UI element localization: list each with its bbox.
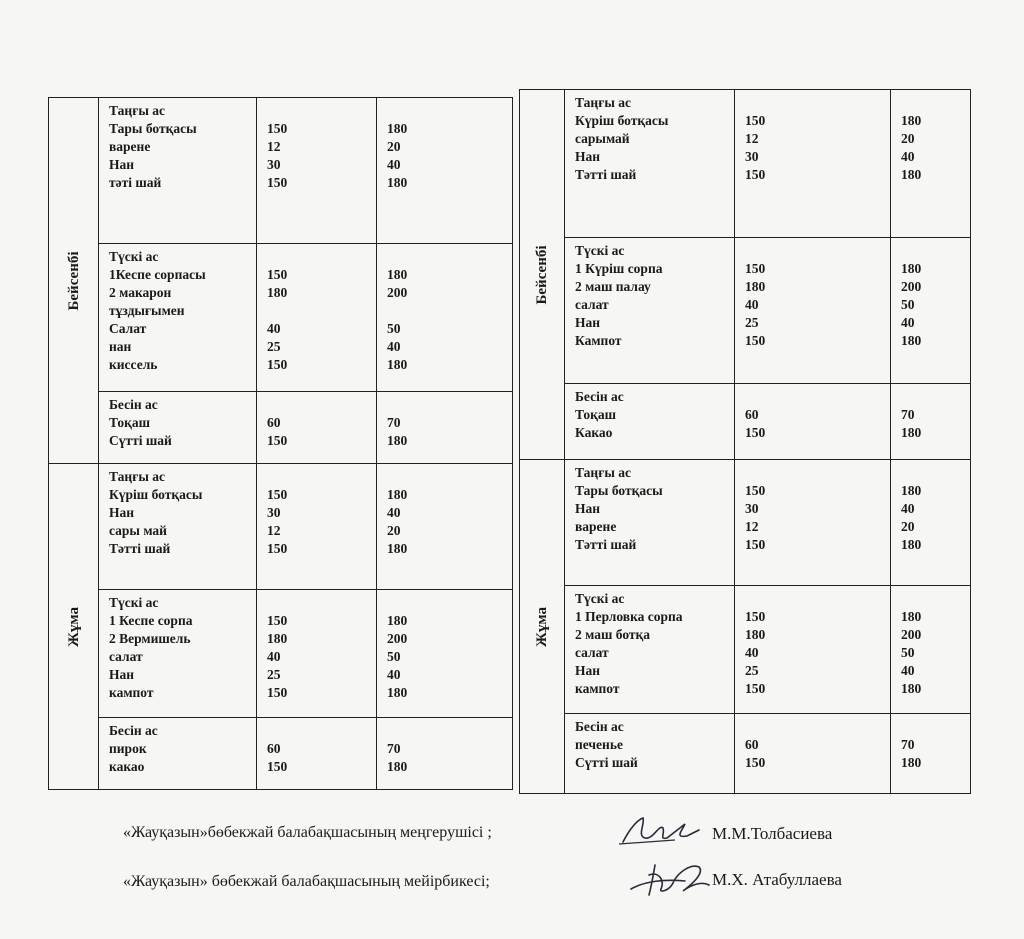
dish-name: Какао xyxy=(575,425,613,440)
portion-small xyxy=(267,722,370,740)
portion-large: 180 xyxy=(387,759,408,774)
portion-small: 150 xyxy=(745,681,766,696)
portion-large-cell xyxy=(891,460,971,586)
portion-large xyxy=(901,94,964,112)
dish-name: пирок xyxy=(109,741,147,756)
portion-small: 25 xyxy=(267,667,281,682)
portion-small: 150 xyxy=(745,537,766,552)
portion-large-cell xyxy=(377,98,513,244)
portion-large: 50 xyxy=(901,297,915,312)
portion-small-cell xyxy=(257,244,377,392)
portion-large xyxy=(387,722,506,740)
portion-large: 180 xyxy=(387,267,408,282)
portion-small: 180 xyxy=(267,631,288,646)
dish-name: 2 маш ботқа xyxy=(575,627,651,642)
portion-small: 40 xyxy=(267,649,281,664)
dish-name: Бесін ас xyxy=(109,723,158,738)
dish-names-cell xyxy=(565,90,735,238)
portion-large-cell xyxy=(377,244,513,392)
dish-name: сары май xyxy=(109,523,167,538)
portion-large: 20 xyxy=(387,523,401,538)
portion-large-cell xyxy=(891,238,971,384)
portion-large-cell xyxy=(891,714,971,794)
portion-small: 30 xyxy=(267,505,281,520)
dish-name: салат xyxy=(575,645,609,660)
portion-large: 20 xyxy=(387,139,401,154)
portion-large: 180 xyxy=(901,113,922,128)
portion-large-cell xyxy=(377,464,513,590)
portion-large: 180 xyxy=(387,175,408,190)
portion-large xyxy=(901,718,964,736)
dish-name: Нан xyxy=(575,663,601,678)
left-menu-table xyxy=(48,97,513,790)
portion-small: 25 xyxy=(745,315,759,330)
portion-small: 150 xyxy=(745,483,766,498)
portion-small: 60 xyxy=(745,737,759,752)
dish-name: Таңғы ас xyxy=(575,465,631,480)
dish-name: 1Кеспе сорпасы xyxy=(109,267,206,282)
dish-name: какао xyxy=(109,759,145,774)
portion-large: 200 xyxy=(387,285,408,300)
nurse-signature xyxy=(625,855,715,905)
portion-large: 180 xyxy=(901,537,922,552)
portion-large: 40 xyxy=(387,667,401,682)
portion-large: 20 xyxy=(901,519,915,534)
meal-row xyxy=(49,718,513,790)
portion-small: 60 xyxy=(745,407,759,422)
portion-small xyxy=(267,302,370,320)
dish-name: Бесін ас xyxy=(575,719,624,734)
portion-large: 40 xyxy=(387,505,401,520)
portion-small: 150 xyxy=(745,425,766,440)
portion-large xyxy=(901,464,964,482)
portion-small: 60 xyxy=(267,415,281,430)
portion-small: 25 xyxy=(745,663,759,678)
dish-name: нан xyxy=(109,339,132,354)
dish-name: Тары ботқасы xyxy=(109,121,197,136)
portion-large: 40 xyxy=(901,315,915,330)
portion-small: 30 xyxy=(745,501,759,516)
day-label: Бейсенбі xyxy=(534,244,550,305)
portion-large: 180 xyxy=(387,433,408,448)
day-cell xyxy=(49,464,99,790)
portion-small: 180 xyxy=(745,279,766,294)
dish-name: Тоқаш xyxy=(575,407,617,422)
dish-name: Түскі ас xyxy=(575,243,625,258)
portion-large-cell xyxy=(891,586,971,714)
meal-row xyxy=(520,714,971,794)
portion-small: 150 xyxy=(267,541,288,556)
portion-small xyxy=(267,102,370,120)
dish-name: Нан xyxy=(109,505,135,520)
portion-small xyxy=(745,590,884,608)
portion-small: 150 xyxy=(267,685,288,700)
portion-small xyxy=(745,94,884,112)
portion-large-cell xyxy=(891,90,971,238)
dish-name: 2 маш палау xyxy=(575,279,651,294)
dish-name: варене xyxy=(575,519,617,534)
dish-name: Түскі ас xyxy=(109,595,159,610)
portion-small-cell xyxy=(735,714,891,794)
portion-large: 180 xyxy=(387,487,408,502)
footer-line-nurse: «Жауқазын» бөбекжай балабақшасының мейірбикесі; xyxy=(123,873,490,890)
dish-names-cell xyxy=(565,238,735,384)
dish-names-cell xyxy=(565,714,735,794)
dish-name: 1 Перловка сорпа xyxy=(575,609,683,624)
portion-large: 40 xyxy=(901,149,915,164)
portion-large: 40 xyxy=(387,339,401,354)
meal-row xyxy=(49,244,513,392)
portion-small: 12 xyxy=(267,523,281,538)
portion-small: 40 xyxy=(745,645,759,660)
portion-small-cell xyxy=(735,586,891,714)
dish-names-cell xyxy=(565,460,735,586)
portion-small: 150 xyxy=(745,261,766,276)
portion-large-cell xyxy=(377,590,513,718)
portion-large xyxy=(387,248,506,266)
dish-name: Салат xyxy=(109,321,147,336)
portion-small: 180 xyxy=(745,627,766,642)
portion-large: 180 xyxy=(901,167,922,182)
portion-large xyxy=(387,468,506,486)
portion-small xyxy=(267,248,370,266)
portion-large xyxy=(901,242,964,260)
portion-large-cell xyxy=(891,384,971,460)
portion-small-cell xyxy=(735,384,891,460)
portion-large: 180 xyxy=(901,333,922,348)
portion-large xyxy=(387,396,506,414)
portion-small: 150 xyxy=(745,755,766,770)
portion-large: 180 xyxy=(901,483,922,498)
portion-small xyxy=(745,718,884,736)
portion-large: 180 xyxy=(901,755,922,770)
dish-name: Кампот xyxy=(575,333,622,348)
portion-large: 180 xyxy=(901,425,922,440)
meal-row xyxy=(49,464,513,590)
portion-large xyxy=(387,302,506,320)
portion-large: 40 xyxy=(901,663,915,678)
portion-small: 12 xyxy=(745,131,759,146)
portion-small: 40 xyxy=(267,321,281,336)
meal-row xyxy=(49,392,513,464)
meal-row xyxy=(520,460,971,586)
dish-names-cell xyxy=(565,384,735,460)
meal-row xyxy=(520,238,971,384)
dish-name: тәті шай xyxy=(109,175,162,190)
portion-small: 180 xyxy=(267,285,288,300)
portion-small xyxy=(745,242,884,260)
portion-small-cell xyxy=(735,238,891,384)
portion-small xyxy=(745,388,884,406)
portion-small-cell xyxy=(735,460,891,586)
dish-name: Таңғы ас xyxy=(109,469,165,484)
portion-small: 150 xyxy=(267,759,288,774)
right-menu-table xyxy=(519,89,971,794)
portion-small-cell xyxy=(735,90,891,238)
dish-name: Тоқаш xyxy=(109,415,151,430)
portion-large xyxy=(387,102,506,120)
portion-large xyxy=(901,388,964,406)
dish-name: 2 Вермишель xyxy=(109,631,191,646)
dish-name: Тәтті шай xyxy=(575,537,637,552)
portion-large: 70 xyxy=(387,741,401,756)
portion-large: 180 xyxy=(901,609,922,624)
portion-small: 12 xyxy=(745,519,759,534)
portion-large: 50 xyxy=(387,321,401,336)
dish-names-cell xyxy=(99,590,257,718)
portion-large: 180 xyxy=(387,613,408,628)
portion-large-cell xyxy=(377,392,513,464)
portion-small xyxy=(745,464,884,482)
dish-name: 2 макарон xyxy=(109,285,172,300)
portion-large xyxy=(901,590,964,608)
portion-small: 150 xyxy=(745,609,766,624)
dish-name: Бесін ас xyxy=(109,397,158,412)
portion-small-cell xyxy=(257,464,377,590)
portion-large xyxy=(387,594,506,612)
dish-name: Нан xyxy=(575,315,601,330)
dish-name: Таңғы ас xyxy=(109,103,165,118)
footer-line-head: «Жауқазын»бөбекжай балабақшасының меңгерушісі ; xyxy=(123,824,492,841)
dish-names-cell xyxy=(99,464,257,590)
portion-large-cell xyxy=(377,718,513,790)
dish-name: Нан xyxy=(575,501,601,516)
portion-small: 150 xyxy=(267,433,288,448)
meal-row xyxy=(520,90,971,238)
portion-large: 200 xyxy=(387,631,408,646)
portion-small: 60 xyxy=(267,741,281,756)
dish-name: Түскі ас xyxy=(575,591,625,606)
day-cell xyxy=(520,460,565,794)
dish-name: Нан xyxy=(575,149,601,164)
portion-large: 180 xyxy=(387,357,408,372)
dish-name: Нан xyxy=(109,157,135,172)
dish-name: 1 Кеспе сорпа xyxy=(109,613,193,628)
dish-name: Күріш ботқасы xyxy=(109,487,203,502)
portion-small: 150 xyxy=(267,487,288,502)
portion-large: 70 xyxy=(387,415,401,430)
portion-large: 70 xyxy=(901,407,915,422)
portion-small xyxy=(267,594,370,612)
portion-large: 180 xyxy=(901,261,922,276)
portion-small-cell xyxy=(257,590,377,718)
dish-name: Бесін ас xyxy=(575,389,624,404)
day-cell xyxy=(520,90,565,460)
portion-small: 150 xyxy=(267,175,288,190)
dish-name: Тәтті шай xyxy=(575,167,637,182)
meal-row xyxy=(520,384,971,460)
portion-large: 180 xyxy=(901,681,922,696)
portion-large: 200 xyxy=(901,627,922,642)
portion-small xyxy=(267,468,370,486)
portion-small: 150 xyxy=(267,613,288,628)
dish-name: варене xyxy=(109,139,151,154)
portion-small: 12 xyxy=(267,139,281,154)
portion-small: 150 xyxy=(745,113,766,128)
portion-small xyxy=(267,396,370,414)
dish-name: салат xyxy=(575,297,609,312)
dish-name: Сүтті шай xyxy=(109,433,172,448)
portion-small: 150 xyxy=(267,357,288,372)
portion-large: 50 xyxy=(387,649,401,664)
dish-name: Нан xyxy=(109,667,135,682)
portion-small: 30 xyxy=(745,149,759,164)
dish-name: салат xyxy=(109,649,143,664)
portion-large: 180 xyxy=(387,541,408,556)
dish-name: Сүтті шай xyxy=(575,755,638,770)
meal-row xyxy=(49,98,513,244)
portion-large: 20 xyxy=(901,131,915,146)
dish-name: Күріш ботқасы xyxy=(575,113,669,128)
portion-small: 150 xyxy=(745,333,766,348)
dish-name: тұздығымен xyxy=(109,303,185,318)
dish-name: кампот xyxy=(109,685,154,700)
portion-large: 40 xyxy=(387,157,401,172)
dish-name: киссель xyxy=(109,357,158,372)
dish-name: Түскі ас xyxy=(109,249,159,264)
head-signature xyxy=(615,810,705,850)
dish-names-cell xyxy=(565,586,735,714)
portion-large: 180 xyxy=(387,121,408,136)
head-name: М.М.Толбасиева xyxy=(712,824,833,843)
portion-large: 50 xyxy=(901,645,915,660)
portion-small: 150 xyxy=(267,121,288,136)
meal-row xyxy=(520,586,971,714)
portion-small-cell xyxy=(257,718,377,790)
portion-small: 40 xyxy=(745,297,759,312)
portion-large: 70 xyxy=(901,737,915,752)
dish-name: Тәтті шай xyxy=(109,541,171,556)
dish-names-cell xyxy=(99,392,257,464)
nurse-name: М.Х. Атабуллаева xyxy=(712,870,842,889)
dish-name: печенье xyxy=(575,737,623,752)
portion-small-cell xyxy=(257,98,377,244)
day-label: Жұма xyxy=(65,606,82,647)
dish-names-cell xyxy=(99,718,257,790)
portion-small: 30 xyxy=(267,157,281,172)
portion-small-cell xyxy=(257,392,377,464)
day-label: Жұма xyxy=(534,606,550,647)
dish-name: 1 Күріш сорпа xyxy=(575,261,663,276)
dish-name: Тары ботқасы xyxy=(575,483,663,498)
day-cell xyxy=(49,98,99,464)
portion-small: 25 xyxy=(267,339,281,354)
portion-large: 200 xyxy=(901,279,922,294)
meal-row xyxy=(49,590,513,718)
dish-names-cell xyxy=(99,98,257,244)
dish-name: Таңғы ас xyxy=(575,95,631,110)
dish-names-cell xyxy=(99,244,257,392)
portion-small: 150 xyxy=(267,267,288,282)
portion-large: 180 xyxy=(387,685,408,700)
portion-large: 40 xyxy=(901,501,915,516)
dish-name: кампот xyxy=(575,681,620,696)
day-label: Бейсенбі xyxy=(65,250,82,311)
dish-name: сарымай xyxy=(575,131,630,146)
portion-small: 150 xyxy=(745,167,766,182)
